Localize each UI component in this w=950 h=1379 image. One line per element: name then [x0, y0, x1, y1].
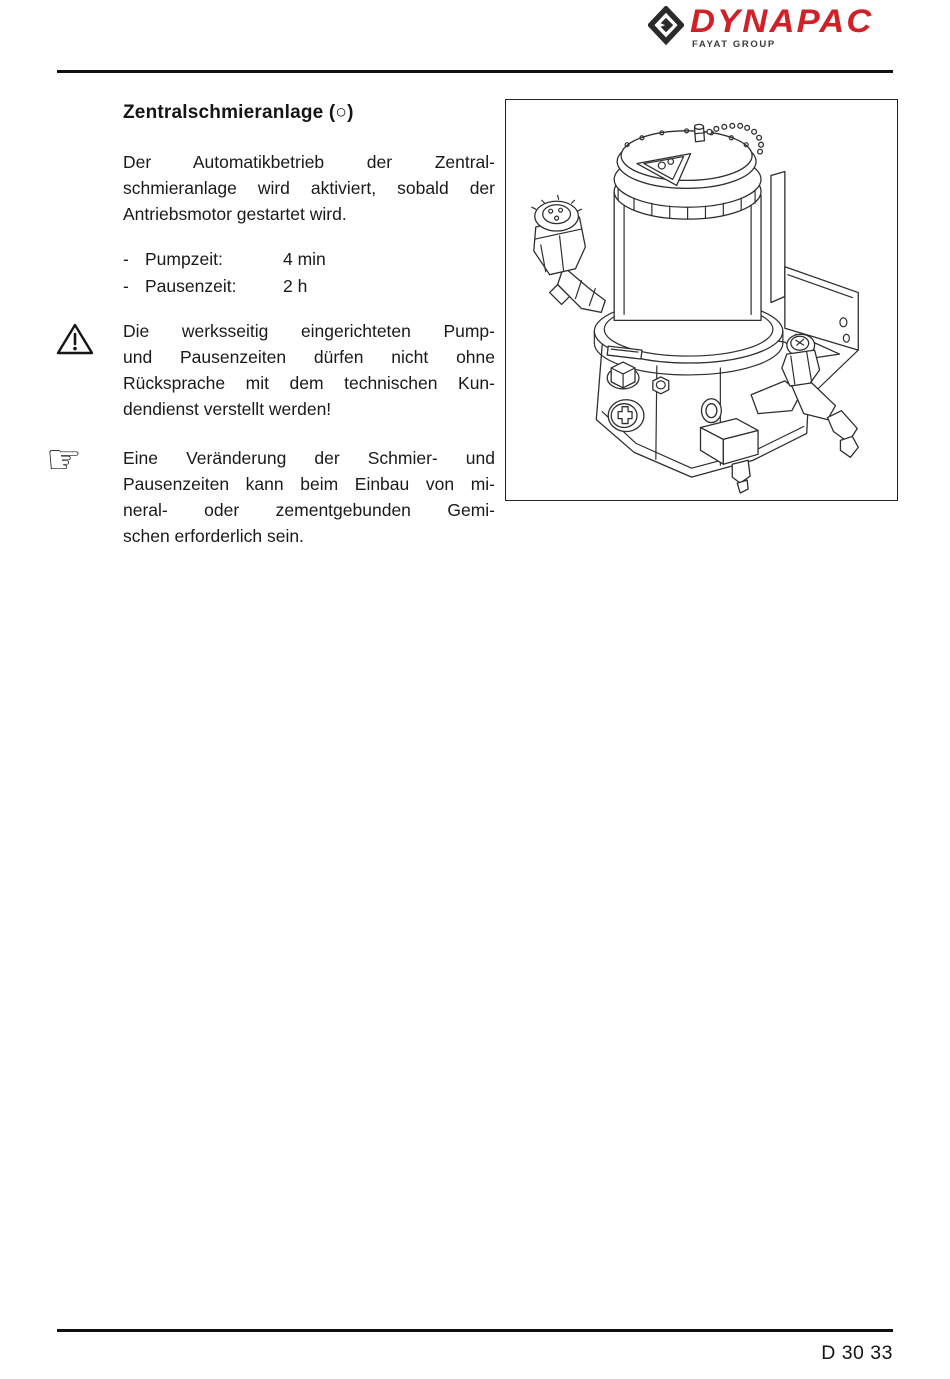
timer-value: 2 h: [283, 276, 308, 296]
pump-illustration: [506, 100, 896, 499]
bottom-rule: [57, 1329, 893, 1332]
pointing-hand-icon: ☞: [46, 437, 82, 483]
warning-triangle-icon: [56, 322, 94, 356]
brand-wordmark: DYNAPAC: [690, 3, 874, 39]
note-paragraph: [123, 445, 495, 549]
timer-list: [123, 246, 495, 300]
top-rule: [57, 70, 893, 73]
warning-paragraph: [123, 318, 495, 422]
text-line: neral- oder zementgebunden Gemi-: [123, 500, 495, 520]
screw-cap: [614, 123, 763, 219]
logo: [648, 4, 898, 54]
figure-frame: [505, 99, 898, 501]
text-line: schmieranlage wird aktiviert, sobald der: [123, 178, 495, 198]
text-line: Rücksprache mit dem technischen Kun-: [123, 373, 495, 393]
text-line: schen erforderlich sein.: [123, 526, 304, 546]
timer-value: 4 min: [283, 249, 326, 269]
timer-label: Pausenzeit:: [145, 276, 237, 296]
list-item: [123, 246, 495, 273]
text-line: Antriebsmotor gestartet wird.: [123, 204, 347, 224]
text-line: und Pausenzeiten dürfen nicht ohne: [123, 347, 495, 367]
electrical-connector: [532, 195, 605, 312]
intro-paragraph: [123, 149, 495, 227]
page-title: Zentralschmieranlage (○): [123, 102, 354, 123]
text-line: dendienst verstellt werden!: [123, 399, 332, 419]
timer-label: Pumpzeit:: [145, 249, 223, 269]
list-item: [123, 273, 495, 300]
page-number: D 30 33: [821, 1342, 893, 1364]
text-line: Pausenzeiten kann beim Einbau von mi-: [123, 474, 495, 494]
text-line: Der Automatikbetrieb der Zentral-: [123, 152, 495, 172]
brand-group-label: FAYAT GROUP: [692, 39, 776, 50]
list-bullet: -: [123, 276, 129, 296]
dynapac-diamond-icon: [648, 6, 684, 46]
text-line: Die werksseitig eingerichteten Pump-: [123, 321, 495, 341]
list-bullet: -: [123, 249, 129, 269]
text-line: Eine Veränderung der Schmier- und: [123, 448, 495, 468]
